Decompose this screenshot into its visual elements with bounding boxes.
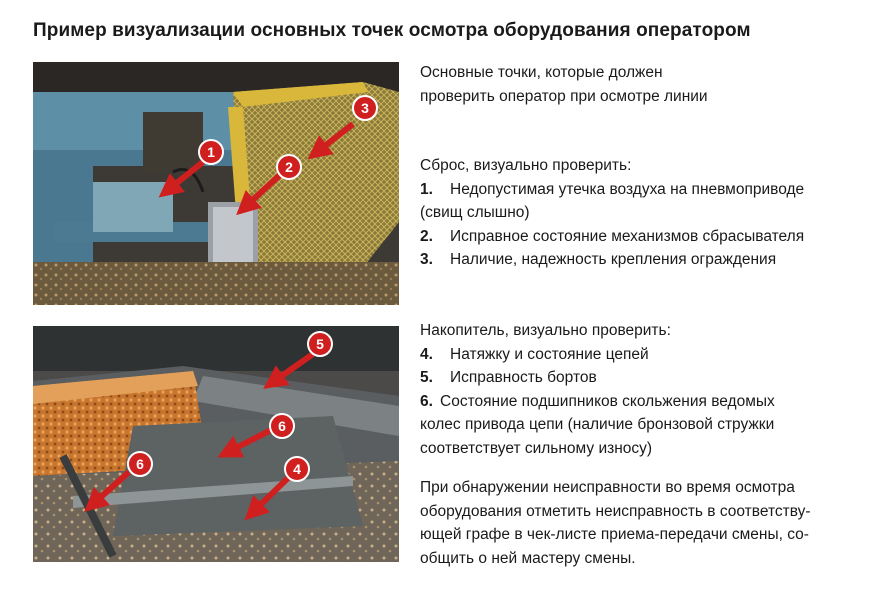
svg-text:6: 6 [136, 456, 144, 472]
item-text-continued: колес привода цепи (наличие бронзовой стружки [420, 416, 775, 433]
storage-section [420, 319, 775, 460]
marker-3 [353, 96, 377, 120]
intro-line: проверить оператор при осмотре линии [420, 87, 708, 105]
note-line: При обнаружении неисправности во время осмотра [420, 479, 795, 496]
list-item [420, 178, 804, 202]
note-line: оборудования отметить неисправность в соответству- [420, 502, 811, 520]
svg-text:3: 3 [361, 100, 369, 116]
item-number: 5. [420, 369, 433, 386]
item-text: Натяжку и состояние цепей [450, 345, 649, 363]
marker-6-lower [128, 452, 152, 476]
marker-4 [285, 457, 309, 481]
item-text: Наличие, надежность крепления ограждения [450, 251, 777, 268]
list-item [420, 343, 775, 367]
list-item [420, 390, 775, 414]
item-text: Исправное состояние механизмов сбрасывателя [450, 227, 805, 245]
item-number: 1. [420, 180, 433, 198]
marker-1 [199, 140, 223, 164]
list-item [420, 366, 775, 390]
note-line: общить о ней мастеру смены. [420, 549, 636, 567]
marker-2 [277, 155, 301, 179]
item-text-continued: (свищ слышно) [420, 204, 530, 221]
svg-text:6: 6 [278, 418, 286, 434]
intro-line: Основные точки, которые должен [420, 64, 663, 81]
reject-mechanism-photo [33, 62, 399, 305]
svg-text:4: 4 [293, 461, 301, 477]
svg-text:5: 5 [316, 336, 324, 352]
marker-6-upper [270, 414, 294, 438]
storage-heading: Накопитель, визуально проверить: [420, 322, 671, 339]
svg-text:2: 2 [285, 159, 293, 175]
reset-heading: Сброс, визуально проверить: [420, 157, 632, 174]
intro-text [420, 61, 708, 108]
item-number: 3. [420, 251, 433, 268]
item-text-continued: соответствует сильному износу) [420, 439, 653, 457]
item-text: Состояние подшипников скольжения ведомых [440, 392, 775, 410]
item-number: 4. [420, 345, 433, 363]
item-text: Недопустимая утечка воздуха на пневмоприводе [450, 180, 805, 198]
list-item [420, 248, 804, 272]
note-line: ющей графе в чек-листе приема-передачи смены, со- [420, 526, 809, 543]
reset-section [420, 154, 804, 272]
item-number: 2. [420, 227, 433, 245]
storage-conveyor-photo [33, 326, 399, 562]
marker-5 [308, 332, 332, 356]
fault-note [420, 476, 811, 570]
page-title: Пример визуализации основных точек осмотра оборудования оператором [33, 20, 751, 41]
svg-text:1: 1 [207, 144, 215, 160]
item-text: Исправность бортов [450, 369, 597, 386]
item-number: 6. [420, 392, 433, 410]
list-item [420, 225, 804, 249]
